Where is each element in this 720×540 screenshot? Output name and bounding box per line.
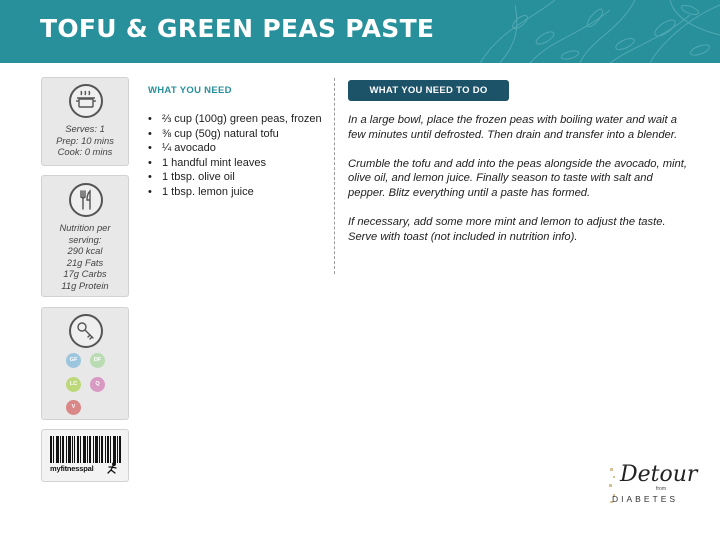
gluten-free-badge: GF xyxy=(66,353,81,368)
logo-from-text: from xyxy=(656,486,666,492)
logo-script-text: Detour xyxy=(620,462,698,487)
nutrition-info xyxy=(42,222,128,292)
list-item: • 1 tbsp. olive oil xyxy=(148,170,323,185)
low-carb-badge: LC xyxy=(66,377,81,392)
method-step: If necessary, add some more mint and lemon to adjust the taste. Serve with toast (not included in nutrition info). xyxy=(348,216,666,243)
ingredients-heading: WHAT YOU NEED xyxy=(148,85,232,96)
fork-knife-icon xyxy=(69,183,103,217)
recipe-header xyxy=(0,0,720,63)
method-steps xyxy=(348,113,688,259)
list-item: • ⅜ cup (50g) natural tofu xyxy=(148,127,323,142)
myfitnesspal-label: myfitnesspal xyxy=(50,464,94,473)
prep-time-text: Prep: 10 mins xyxy=(56,134,114,146)
method-heading: WHAT YOU NEED TO DO xyxy=(348,80,509,101)
fats-value: 21g Fats xyxy=(66,256,104,268)
dietary-key-card xyxy=(41,307,129,420)
detour-from-diabetes-logo xyxy=(606,462,698,510)
quick-badge: Q xyxy=(90,377,105,392)
cooking-pot-icon xyxy=(69,84,103,118)
leaf-pattern-decoration xyxy=(460,0,720,63)
method-step: Crumble the tofu and add into the peas alongside the avocado, mint, olive oil, and lemon juice. Finally season to taste with salt and pepper. Blitz everything until a paste has formed. xyxy=(348,157,687,199)
cook-time-text: Cook: 0 mins xyxy=(57,146,113,158)
key-icon xyxy=(69,314,103,348)
list-item: • ⅔ cup (100g) green peas, frozen xyxy=(148,112,323,127)
kcal-value: 290 kcal xyxy=(67,245,103,257)
ingredients-list xyxy=(148,112,323,200)
time-card xyxy=(41,77,129,166)
nutrition-label: Nutrition per xyxy=(59,222,111,233)
list-item: • 1 handful mint leaves xyxy=(148,156,323,171)
barcode-card[interactable] xyxy=(41,429,129,482)
carbs-value: 17g Carbs xyxy=(63,268,107,280)
serves-text: Serves: 1 xyxy=(65,123,105,134)
recipe-title: TOFU & GREEN PEAS PASTE xyxy=(40,14,435,43)
protein-value: 11g Protein xyxy=(61,279,109,291)
method-step: In a large bowl, place the frozen peas with boiling water and wait a few minutes until defrosted. Then drain and transfer into a blender. xyxy=(348,114,678,141)
barcode-icon xyxy=(50,436,122,463)
nutrition-card xyxy=(41,175,129,297)
nutrition-label-cont: serving: xyxy=(68,233,102,245)
runner-icon xyxy=(106,462,120,474)
logo-diabetes-text: DIABETES xyxy=(612,494,679,504)
vegan-badge: V xyxy=(66,400,81,415)
list-item: • ¼ avocado xyxy=(148,141,323,156)
dairy-free-badge: DF xyxy=(90,353,105,368)
column-divider xyxy=(334,78,335,274)
time-info xyxy=(42,123,128,158)
list-item: • 1 tbsp. lemon juice xyxy=(148,185,323,200)
